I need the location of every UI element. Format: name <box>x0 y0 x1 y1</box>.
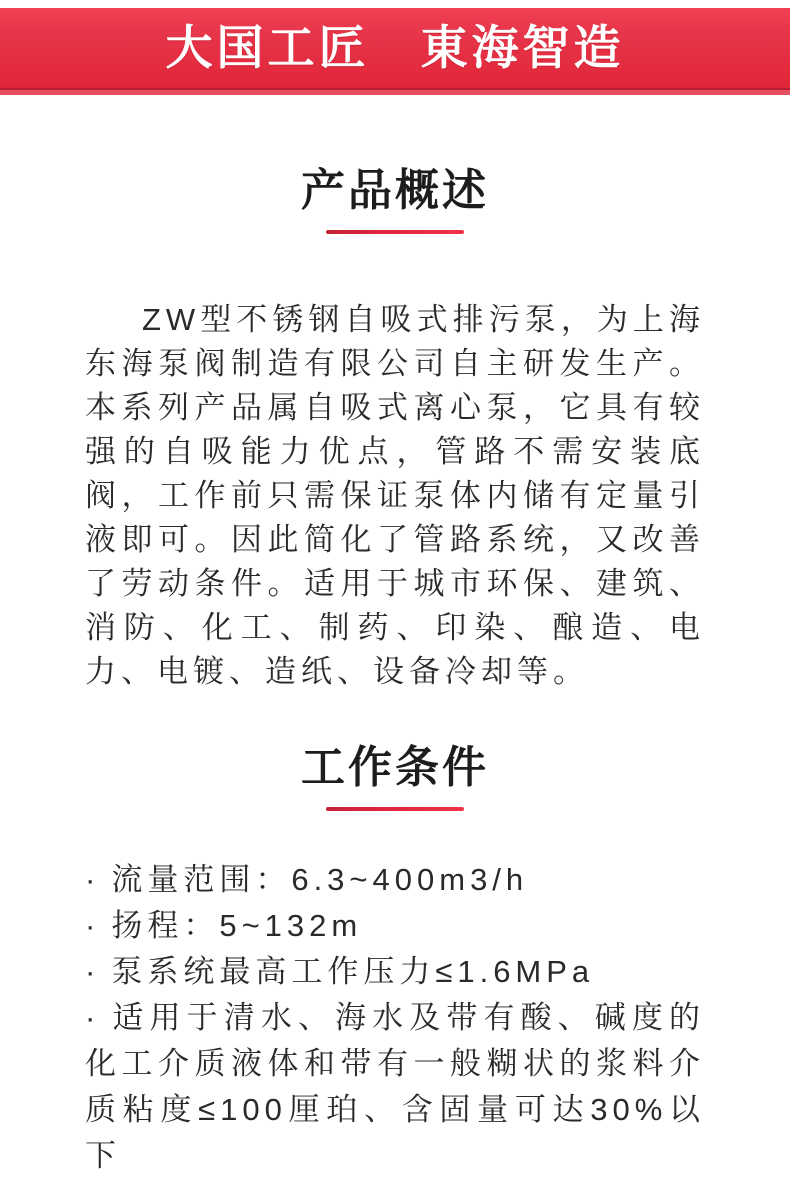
banner-divider-light <box>0 90 790 95</box>
section-conditions <box>0 744 790 1179</box>
condition-item <box>85 949 705 995</box>
overview-title-underline <box>326 230 464 234</box>
conditions-list <box>85 857 705 1179</box>
page <box>0 8 790 1179</box>
condition-item <box>85 857 705 903</box>
bullet-dot: · <box>85 954 96 989</box>
condition-text: 流量范围：6.3~400m3/h <box>111 862 529 897</box>
condition-text: 泵系统最高工作压力≤1.6MPa <box>111 954 595 989</box>
banner-title: 大国工匠 東海智造 <box>165 21 625 74</box>
top-banner <box>0 8 790 88</box>
bullet-dot: · <box>85 862 96 897</box>
conditions-title-underline <box>326 807 464 811</box>
condition-text: 适用于清水、海水及带有酸、碱度的化工介质液体和带有一般糊状的浆料介质粘度≤100厘珀、含固量可达30%以下 <box>85 1000 705 1173</box>
overview-title: 产品概述 <box>301 166 489 215</box>
overview-paragraph: ZW型不锈钢自吸式排污泵，为上海东海泵阀制造有限公司自主研发生产。本系列产品属自吸式离心泵，它具有较强的自吸能力优点，管路不需安装底阀，工作前只需保证泵体内储有定量引液即可。因此简化了管路系统，又改善了劳动条件。适用于城市环保、建筑、消防、化工、制药、印染、酿造、电力、电镀、造纸、设备冷却等。 <box>85 302 705 689</box>
condition-item <box>85 903 705 949</box>
bullet-dot: · <box>85 1000 96 1035</box>
bullet-dot: · <box>85 908 96 943</box>
condition-item <box>85 995 705 1179</box>
condition-text: 扬程：5~132m <box>111 908 363 943</box>
section-overview <box>0 167 790 694</box>
conditions-title: 工作条件 <box>301 743 489 792</box>
